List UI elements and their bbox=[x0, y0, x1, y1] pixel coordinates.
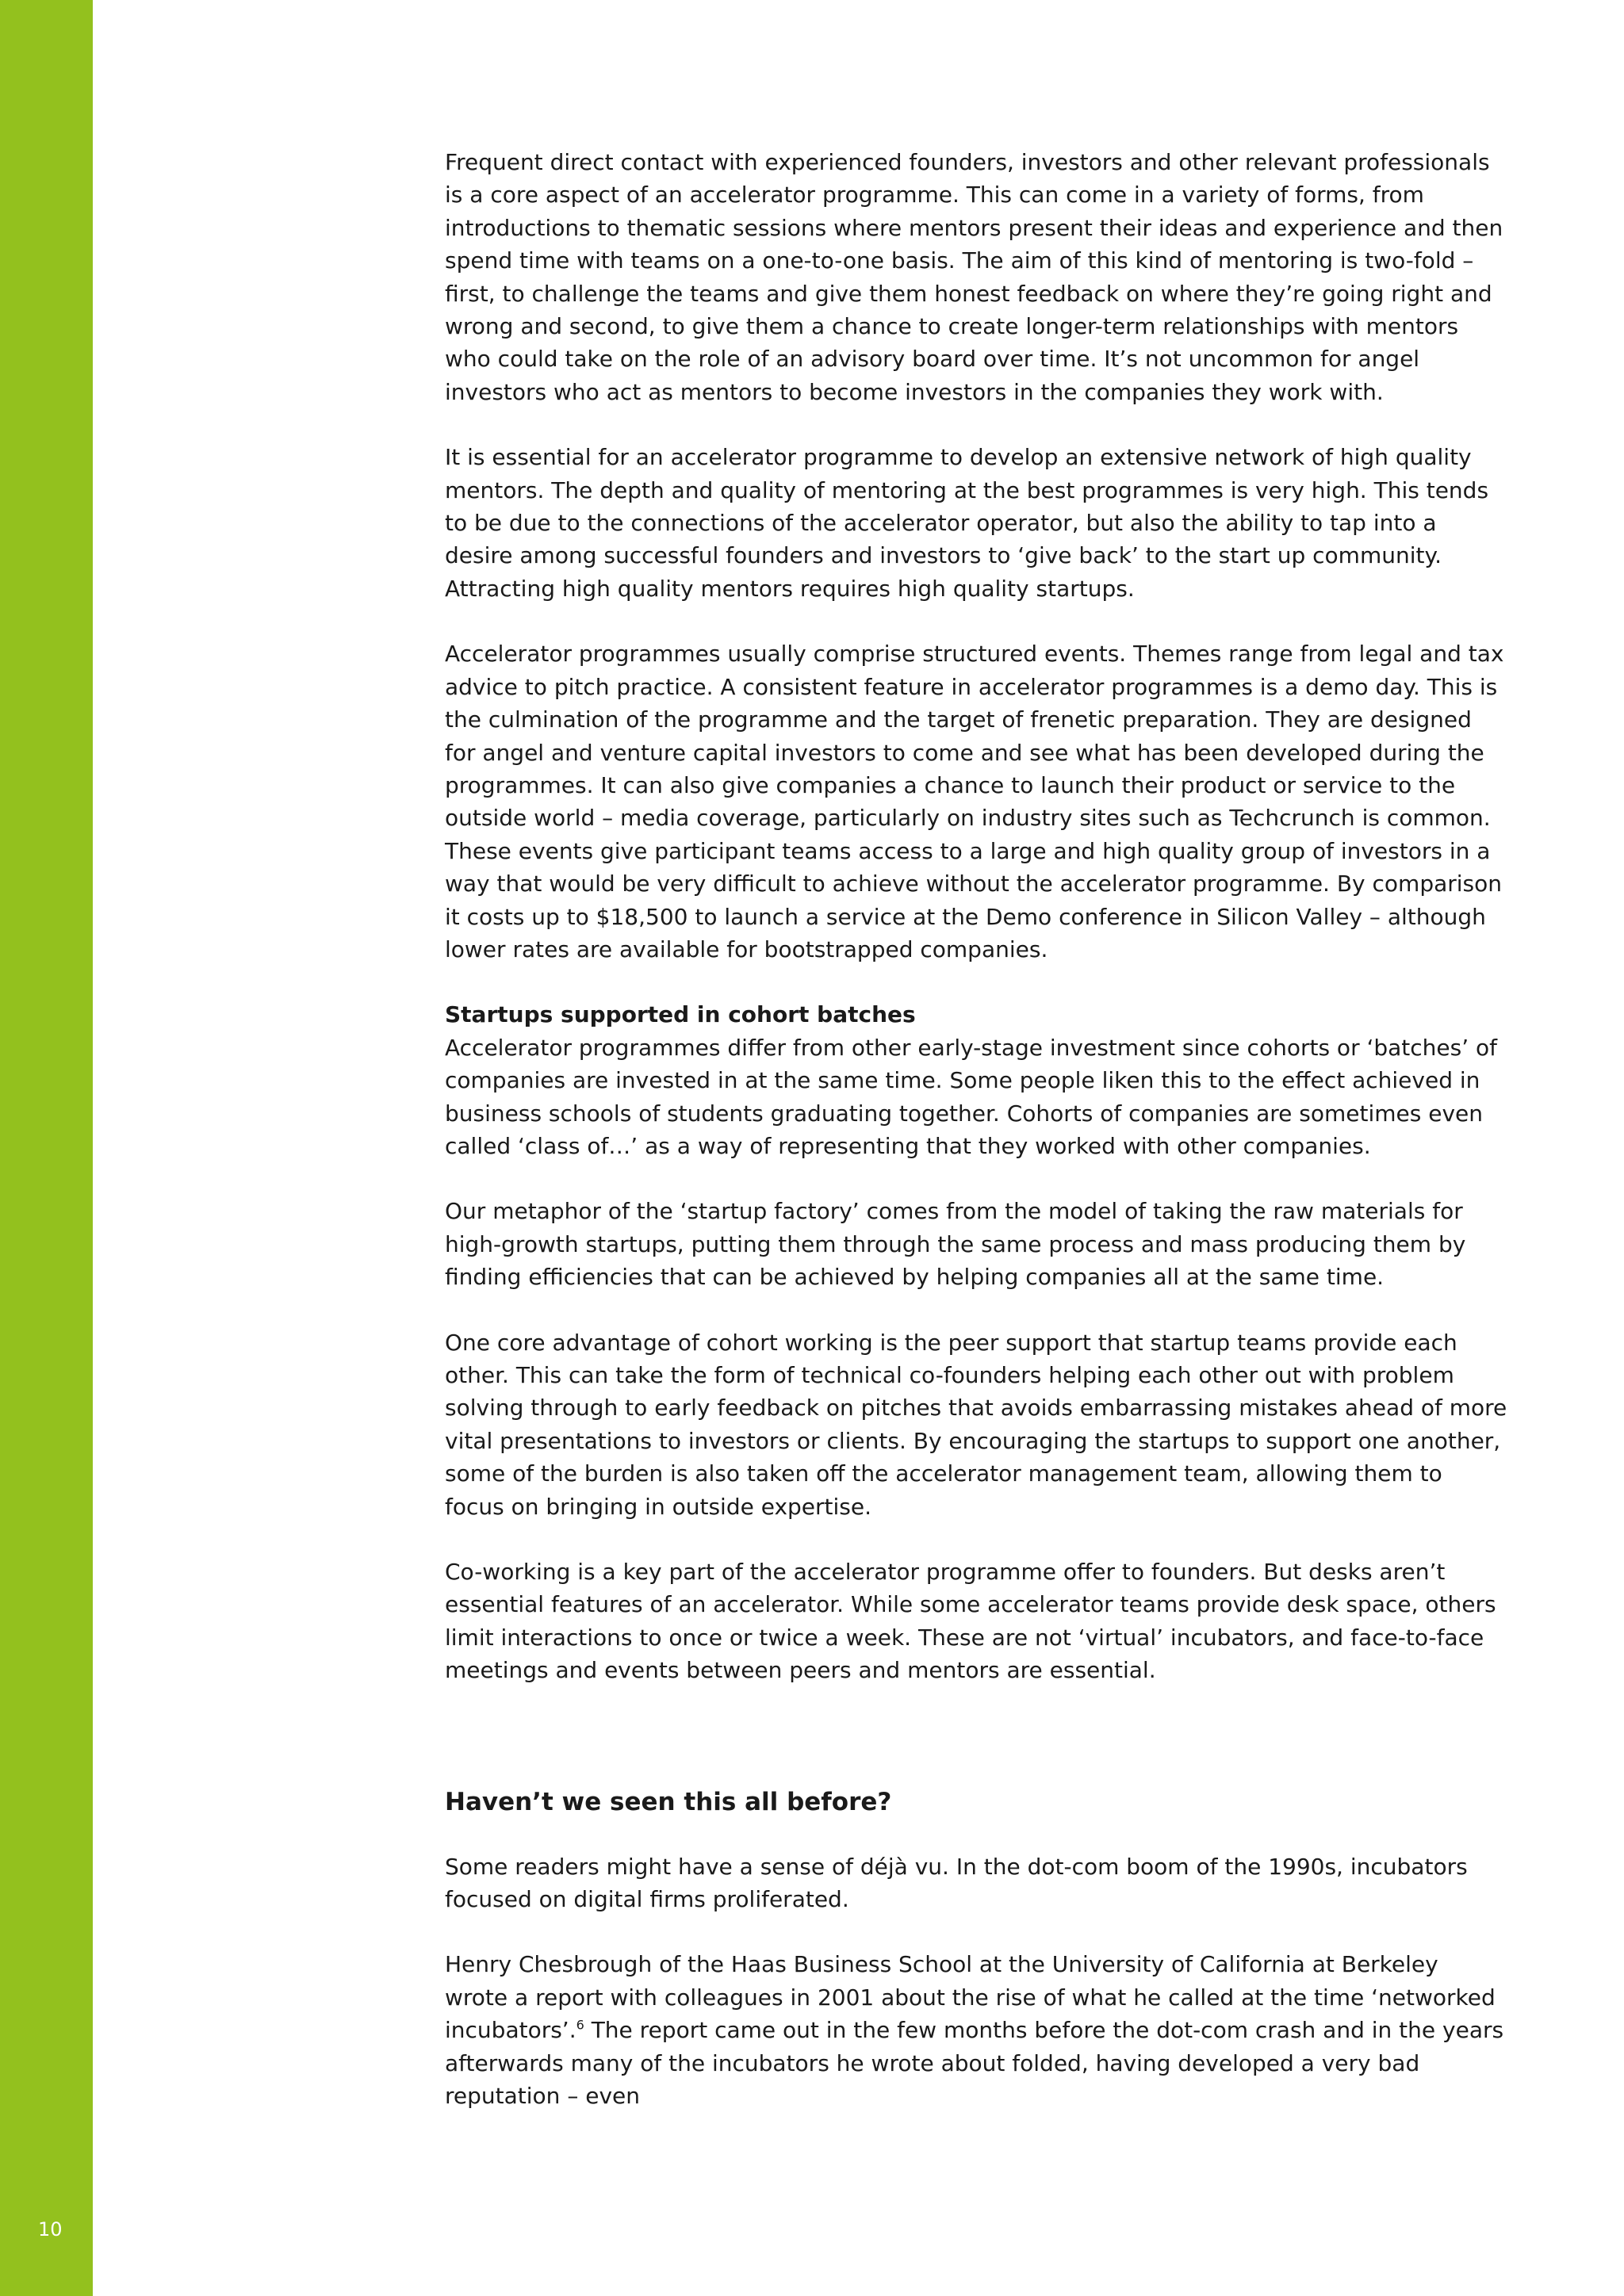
paragraph-structured-events: Accelerator programmes usually comprise structured events. Themes range from legal and tax advice to pitch practice. A consistent feature in accelerator programmes is a demo day. This is the culmination of the programme and the target of frenetic preparation. They are designed for angel and venture capital investors to come and see what has been developed during the programmes. It can also give companies a chance to launch their product or service to the outside world – media coverage, particularly on industry sites such as Techcrunch is common. These events give participant teams access to a large and high quality group of investors in a way that would be very difficult to achieve without the accelerator programme. By comparison it costs up to $18,500 to launch a service at the Demo conference in Silicon Valley – although lower rates are available for bootstrapped companies. bbox=[445, 641, 1504, 962]
paragraph-co-working: Co-working is a key part of the accelerator programme offer to founders. But desks aren’t essential features of an accelerator. While some accelerator teams provide desk space, others limit interactions to once or twice a week. These are not ‘virtual’ incubators, and face-to-face meetings and events between peers and mentors are essential. bbox=[445, 1559, 1496, 1684]
chesbrough-text-part1: Henry Chesbrough of the Haas Business School at the University of California at Berkeley wrote a report with colleagues in 2001 about the rise of what he called at the time ‘networked incubators’. bbox=[445, 1951, 1496, 2044]
cohort-section-intro bbox=[445, 998, 1507, 1162]
paragraph-mentoring: Frequent direct contact with experienced founders, investors and other relevant professionals is a core aspect of an accelerator programme. This can come in a variety of forms, from introductions to thematic sessions where mentors present their ideas and experience and then spend time with teams on a one-to-one basis. The aim of this kind of mentoring is two-fold – first, to challenge the teams and give them honest feedback on where they’re going right and wrong and second, to give them a chance to create longer-term relationships with mentors who could take on the role of an advisory board over time. It’s not uncommon for angel investors who act as mentors to become investors in the companies they work with. bbox=[445, 149, 1503, 405]
sidebar-accent-bar bbox=[0, 0, 93, 2296]
section-heading-seen-before: Haven’t we seen this all before? bbox=[445, 1787, 892, 1816]
chesbrough-text-part2: The report came out in the few months before the dot-com crash and in the years afterwards many of the incubators he wrote about folded, having developed a very bad reputation – even bbox=[445, 2017, 1504, 2110]
paragraph-mentor-network: It is essential for an accelerator programme to develop an extensive network of high quality mentors. The depth and quality of mentoring at the best programmes is very high. This tends to be due to the connections of the accelerator operator, but also the ability to tap into a desire among successful founders and investors to ‘give back’ to the start up community. Attracting high quality mentors requires high quality startups. bbox=[445, 444, 1489, 602]
paragraph-deja-vu: Some readers might have a sense of déjà vu. In the dot-com boom of the 1990s, incubators focused on digital firms proliferated. bbox=[445, 1853, 1468, 1913]
main-content bbox=[445, 146, 1507, 2145]
paragraph-startup-factory: Our metaphor of the ‘startup factory’ comes from the model of taking the raw materials for high-growth startups, putting them through the same process and mass producing them by finding efficiencies that can be achieved by helping companies all at the same time. bbox=[445, 1198, 1466, 1291]
page-number: 10 bbox=[38, 2218, 63, 2241]
paragraph-cohorts: Accelerator programmes differ from other early-stage investment since cohorts or ‘batches’ of companies are invested in at the same time. Some people liken this to the effect achieved in business schools of students graduating together. Cohorts of companies are sometimes even called ‘class of…’ as a way of representing that they worked with other companies. bbox=[445, 1034, 1498, 1159]
paragraph-peer-support: One core advantage of cohort working is the peer support that startup teams provide each other. This can take the form of technical co-founders helping each other out with problem solving through to early feedback on pitches that avoids embarrassing mistakes ahead of more vital presentations to investors or clients. By encouraging the startups to support one another, some of the burden is also taken off the accelerator management team, allowing them to focus on bringing in outside expertise. bbox=[445, 1329, 1507, 1520]
footnote-reference[interactable]: 6 bbox=[576, 2017, 584, 2033]
subheading-cohort-batches: Startups supported in cohort batches bbox=[445, 1001, 916, 1028]
paragraph-chesbrough bbox=[445, 1948, 1507, 2112]
